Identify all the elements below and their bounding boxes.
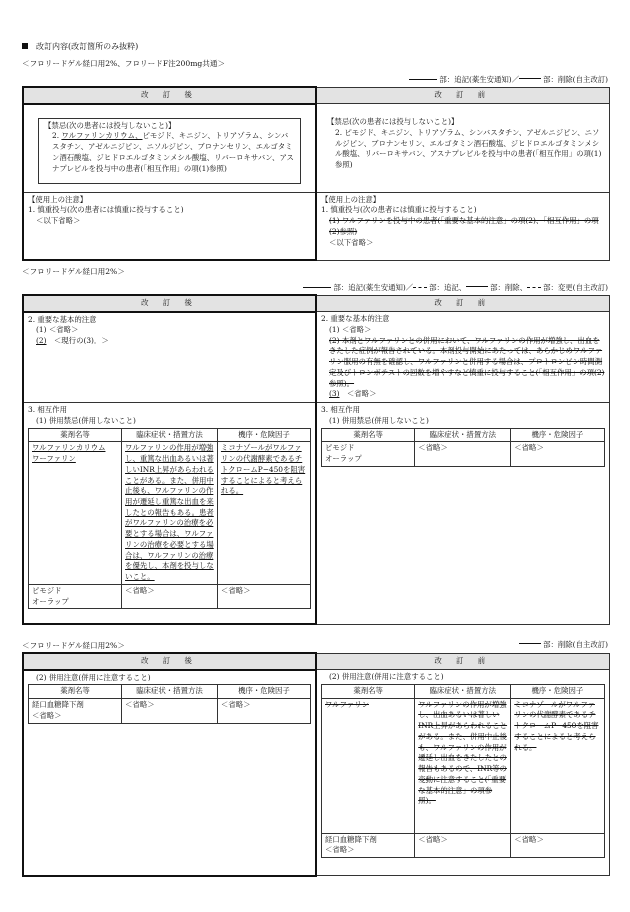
table-row: ワルファリンカリウム ワーファリン ワルファリンの作用が増強し、重篤な出血あるいは著しいINR上昇があらわれることがある。また、併用中止後も、ワルファリンの作用が遷延し重篤な出血を来したとの報告もある。患者がワルファリンの治療を必要とする場合は、ワルファリンの治療を必要とする場合は、ワルファリンの治療を優先し、本剤を投与しないこと。 ミコナゾールがワルファリンの代謝酵素であるチトクロームP−450を阻害することによると考えられる。 bbox=[29, 442, 311, 585]
section3-heading: ＜フロリードゲル経口用2%＞ bbox=[22, 641, 125, 650]
col-after: 改 訂 後 bbox=[23, 295, 316, 312]
after-contra-table: 薬剤名等 臨床症状・措置方法 機序・危険因子 ワルファリンカリウム ワーファリン ワルファリンの作用が増強し、重篤な出血あるいは著しいINR上昇があらわれることがある。また、併用中止後も、ワルファリンの作用が遷延し重篤な出血を来したとの報告もある。患者がワルファリンの治療を必要とする場合は、ワルファリンの治療を必要とする場合は、ワルファリンの治療を優先し、本剤を投与しないこと。 ミコナゾールがワルファリンの代謝酵素であるチトクロームP−450を阻害することによると考えられる。 ピモジド オーラップ ＜省略＞ ＜省略＞ bbox=[28, 428, 311, 610]
before-contra-table: 薬剤名等 臨床症状・措置方法 機序・危険因子 ピモジド オーラップ ＜省略＞ ＜省略＞ bbox=[321, 428, 605, 467]
before-caution-table: 薬剤名等 臨床症状・措置方法 機序・危険因子 ワルファリン ワルファリンの作用が増強し、出血あるいは著しいINR上昇があらわれることがある。また、併用中止後も、ワルファリンの作用が遷延し出血をきたしたとの報告もあるので、INR等の変動に注意すること(「重要な基本的注意」の項参照)。 ミコナゾールがワルファリンの代謝酵素であるチトクロームP−450を阻害することによると考えられる。 経口血糖降下剤 ＜省略＞ ＜省略＞ ＜省略＞ bbox=[321, 684, 605, 858]
section1-before-contraindication: 【禁忌(次の患者には投与しないこと)】 2. ピモジド、キニジン、トリアゾラム、シンバスタチン、アゼルニジピン、ニソルジピン、ブロナンセリン、エルゴタミン酒石酸塩、ジヒドロエルゴタミンメシル酸塩、リバーロキサバン、アスナプレビルを投与中の患者(「相互作用」の項(1)参照) bbox=[316, 104, 609, 193]
section2-before-interaction: 3. 相互作用 (1) 併用禁忌(併用しないこと) 薬剤名等 臨床症状・措置方法 機序・危険因子 ピモジド オーラップ ＜省略＞ ＜省略＞ bbox=[316, 403, 609, 625]
section2-table bbox=[22, 294, 610, 625]
section1-before-notes: 【使用上の注意】 1. 慎重投与(次の患者には慎重に投与すること) (1) ワルファリンを投与中の患者(「重要な基本的注意」の項(2)、「相互作用」の項(2)参照) ＜以下省略＞ bbox=[316, 192, 609, 260]
col-after: 改 訂 後 bbox=[23, 87, 316, 104]
table-row: 経口血糖降下剤 ＜省略＞ ＜省略＞ ＜省略＞ bbox=[29, 699, 311, 723]
section3-before-caution: (2) 併用注意(併用に注意すること) 薬剤名等 臨床症状・措置方法 機序・危険因子 ワルファリン ワルファリンの作用が増強し、出血あるいは著しいINR上昇があらわれることがある。また、併用中止後も、ワルファリンの作用が遷延し出血をきたしたとの報告もあるので、INR等の変動に注意すること(「重要な基本的注意」の項参照)。 ミコナゾールがワルファリンの代謝酵素であるチトクロームP−450を阻害することによると考えられる。 経口血糖降下剤 ＜省略＞ ＜省略＞ ＜省略＞ bbox=[316, 670, 609, 876]
section3-after-caution: (2) 併用注意(併用に注意すること) 薬剤名等 臨床症状・措置方法 機序・危険因子 経口血糖降下剤 ＜省略＞ ＜省略＞ ＜省略＞ bbox=[23, 670, 316, 876]
col-before: 改 訂 前 bbox=[316, 87, 609, 104]
after-caution-table: 薬剤名等 臨床症状・措置方法 機序・危険因子 経口血糖降下剤 ＜省略＞ ＜省略＞ ＜省略＞ bbox=[28, 684, 311, 723]
section1-after-contraindication: 【禁忌(次の患者には投与しないこと)】 2. ワルファリンカリウム、ピモジド、キニジン、トリアゾラム、シンバスタチン、アゼルニジピン、ニソルジピン、ブロナンセリン、エルゴタミン酒石酸塩、ジヒドロエルゴタミンメシル酸塩、リバーロキサバン、アスナプレビルを投与中の患者(「相互作用」の項(1)参照) bbox=[23, 104, 316, 193]
section1-heading: ＜フロリードゲル経口用2%、フロリードF注200mg共通＞ bbox=[22, 59, 226, 68]
section2-legend: 部：追記(薬生安通知)／ 部：追記、 部：削除、 部：変更(自主改訂) bbox=[303, 283, 608, 294]
col-after: 改 訂 後 bbox=[23, 653, 316, 670]
section3-table bbox=[22, 652, 610, 877]
section1-table bbox=[22, 86, 610, 261]
table-row: ピモジド オーラップ ＜省略＞ ＜省略＞ bbox=[322, 442, 605, 466]
section2-before-basic: 2. 重要な基本的注意 (1) ＜省略＞ (2) 本剤とワルファリンとの併用において、ワルファリンの作用が増強し、出血をきたした症例が報告されている。本剤投与開始にあたっては、あらかじめワルファリン服用の有無を確認し、ワルファリンと併用する場合は、プロトロンビン時間測定及びトロンボテストの回数を増やすなど慎重に投与すること(「相互作用」の項(2)参照)。 (3) ＜省略＞ bbox=[316, 312, 609, 403]
section1-after-notes: 【使用上の注意】 1. 慎重投与(次の患者には慎重に投与すること) ＜以下省略＞ bbox=[23, 192, 316, 260]
table-row: ピモジド オーラップ ＜省略＞ ＜省略＞ bbox=[29, 584, 311, 608]
square-bullet-icon bbox=[22, 43, 28, 49]
section2-heading: ＜フロリードゲル経口用2%＞ bbox=[22, 267, 125, 276]
table-row: ワルファリン ワルファリンの作用が増強し、出血あるいは著しいINR上昇があらわれることがある。また、併用中止後も、ワルファリンの作用が遷延し出血をきたしたとの報告もあるので、INR等の変動に注意すること(「重要な基本的注意」の項参照)。 ミコナゾールがワルファリンの代謝酵素であるチトクロームP−450を阻害することによると考えられる。 bbox=[322, 698, 605, 833]
section1-legend: 部：追記(薬生安通知)／ 部：削除(自主改訂) bbox=[409, 75, 608, 86]
col-before: 改 訂 前 bbox=[316, 653, 609, 670]
col-before: 改 訂 前 bbox=[316, 295, 609, 312]
section2-after-basic: 2. 重要な基本的注意 (1) ＜省略＞ (2) ＜現行の(3)．＞ bbox=[23, 312, 316, 403]
page-title: 改訂内容(改訂箇所のみ抜粋) bbox=[22, 41, 138, 53]
after-contraindication-list: 2. ワルファリンカリウム、ピモジド、キニジン、トリアゾラム、シンバスタチン、アゼルニジピン、ニソルジピン、ブロナンセリン、エルゴタミン酒石酸塩、ジヒドロエルゴタミンメシル酸塩、リバーロキサバン、アスナプレビルを投与中の患者(「相互作用」の項(1)参照) bbox=[52, 131, 294, 173]
section3-legend: 部：削除(自主改訂) bbox=[519, 640, 608, 651]
table-row: 経口血糖降下剤 ＜省略＞ ＜省略＞ ＜省略＞ bbox=[322, 833, 605, 857]
section2-after-interaction: 3. 相互作用 (1) 併用禁忌(併用しないこと) 薬剤名等 臨床症状・措置方法 機序・危険因子 ワルファリンカリウム ワーファリン ワルファリンの作用が増強し、重篤な出血あるいは著しいINR上昇があらわれることがある。また、併用中止後も、ワルファリンの作用が遷延し重篤な出血を来したとの報告もある。患者がワルファリンの治療を必要とする場合は、ワルファリンの治療を必要とする場合は、ワルファリンの治療を優先し、本剤を投与しないこと。 ミコナゾールがワルファリンの代謝酵素であるチトクロームP−450を阻害することによると考えられる。 ピモジド オーラップ ＜省略＞ ＜省略＞ bbox=[23, 403, 316, 625]
